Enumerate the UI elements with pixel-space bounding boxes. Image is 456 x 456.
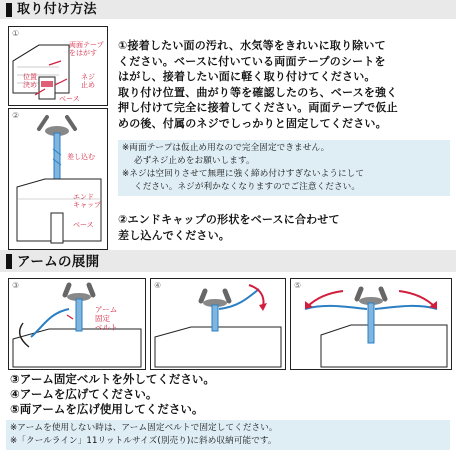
step2-line: ②エンドキャップの形状をベースに合わせて bbox=[118, 213, 340, 226]
step4-text: ④アームを広げてください。 bbox=[10, 387, 158, 401]
note-line: ※「クールライン」11リットルサイズ(別売り)に斜め収納可能です。 bbox=[10, 436, 277, 446]
section-header-install bbox=[0, 0, 456, 19]
arm-illustration-5 bbox=[290, 278, 452, 370]
step2-line: 差し込んでください。 bbox=[118, 228, 230, 242]
label-arm-belt: アーム 固定 ベルト bbox=[95, 305, 118, 332]
note-line: ※ネジは空回りさせて無理に強く締め付けすぎないようにして bbox=[122, 169, 365, 179]
section-title: 取り付け方法 bbox=[17, 2, 97, 17]
step1-line: 押し付けて完全に接着してください。両面テープで仮止 bbox=[118, 101, 398, 114]
caution-note-2 bbox=[6, 420, 450, 450]
step1-line: ください。ベースに付いている両面テープのシートを bbox=[118, 54, 386, 68]
note-line: ※両面テープは仮止め用なので完全固定できません。 bbox=[122, 143, 330, 153]
step1-line: ①接着したい面の汚れ、水気等をきれいに取り除いて bbox=[118, 39, 386, 52]
arm-illustration-4 bbox=[150, 278, 286, 370]
step1-line: めの後、付属のネジでしっかりと固定してください。 bbox=[118, 116, 387, 130]
step1-instructions bbox=[118, 38, 398, 131]
image-number: ④ bbox=[154, 281, 162, 290]
note-line: ください。ネジが利かなくなりますのでご注意ください。 bbox=[134, 182, 361, 192]
step5-text: ⑤両アームを広げ使用してください。 bbox=[10, 402, 204, 416]
label-insert: 差し込む bbox=[67, 153, 95, 161]
arm-illustration-3 bbox=[8, 278, 146, 370]
label-position: 位置 決め bbox=[23, 73, 37, 89]
label-remove-tape: 両面テープ をはがす bbox=[69, 41, 104, 57]
install-illustration-2 bbox=[8, 108, 108, 250]
caution-note-1 bbox=[118, 140, 450, 196]
install-illustration-1 bbox=[8, 26, 108, 106]
label-endcap: エンド キャップ bbox=[73, 193, 101, 209]
image-number: ① bbox=[12, 29, 20, 38]
arm-open-drawing bbox=[151, 279, 285, 369]
section-header-arm bbox=[0, 250, 456, 272]
image-number: ② bbox=[12, 111, 20, 120]
note-line: ※アームを使用しない時は、アーム固定ベルトで固定してください。 bbox=[10, 423, 278, 433]
step1-line: はがし、接着したい面に軽く取り付けてください。 bbox=[118, 70, 376, 83]
header-marker bbox=[6, 3, 12, 17]
label-screw: ネジ 止め bbox=[81, 73, 95, 89]
header-marker bbox=[6, 254, 12, 269]
section-title: アームの展開 bbox=[17, 254, 100, 270]
label-base: ベース bbox=[59, 95, 80, 103]
label-base: ベース bbox=[73, 221, 94, 229]
step3-text: ③アーム固定ベルトを外してください。 bbox=[10, 372, 215, 386]
step2-instructions bbox=[118, 212, 340, 243]
note-line: 必ずネジ止めをお願いします。 bbox=[134, 156, 255, 166]
cooler-base-drawing bbox=[9, 27, 107, 105]
step1-line: 取り付け位置、曲がり等を確認したのち、ベースを強く bbox=[118, 85, 398, 99]
arms-spread-drawing bbox=[291, 279, 451, 369]
image-number: ⑤ bbox=[294, 281, 302, 290]
image-number: ③ bbox=[12, 281, 20, 290]
belt-release-drawing bbox=[9, 279, 145, 369]
